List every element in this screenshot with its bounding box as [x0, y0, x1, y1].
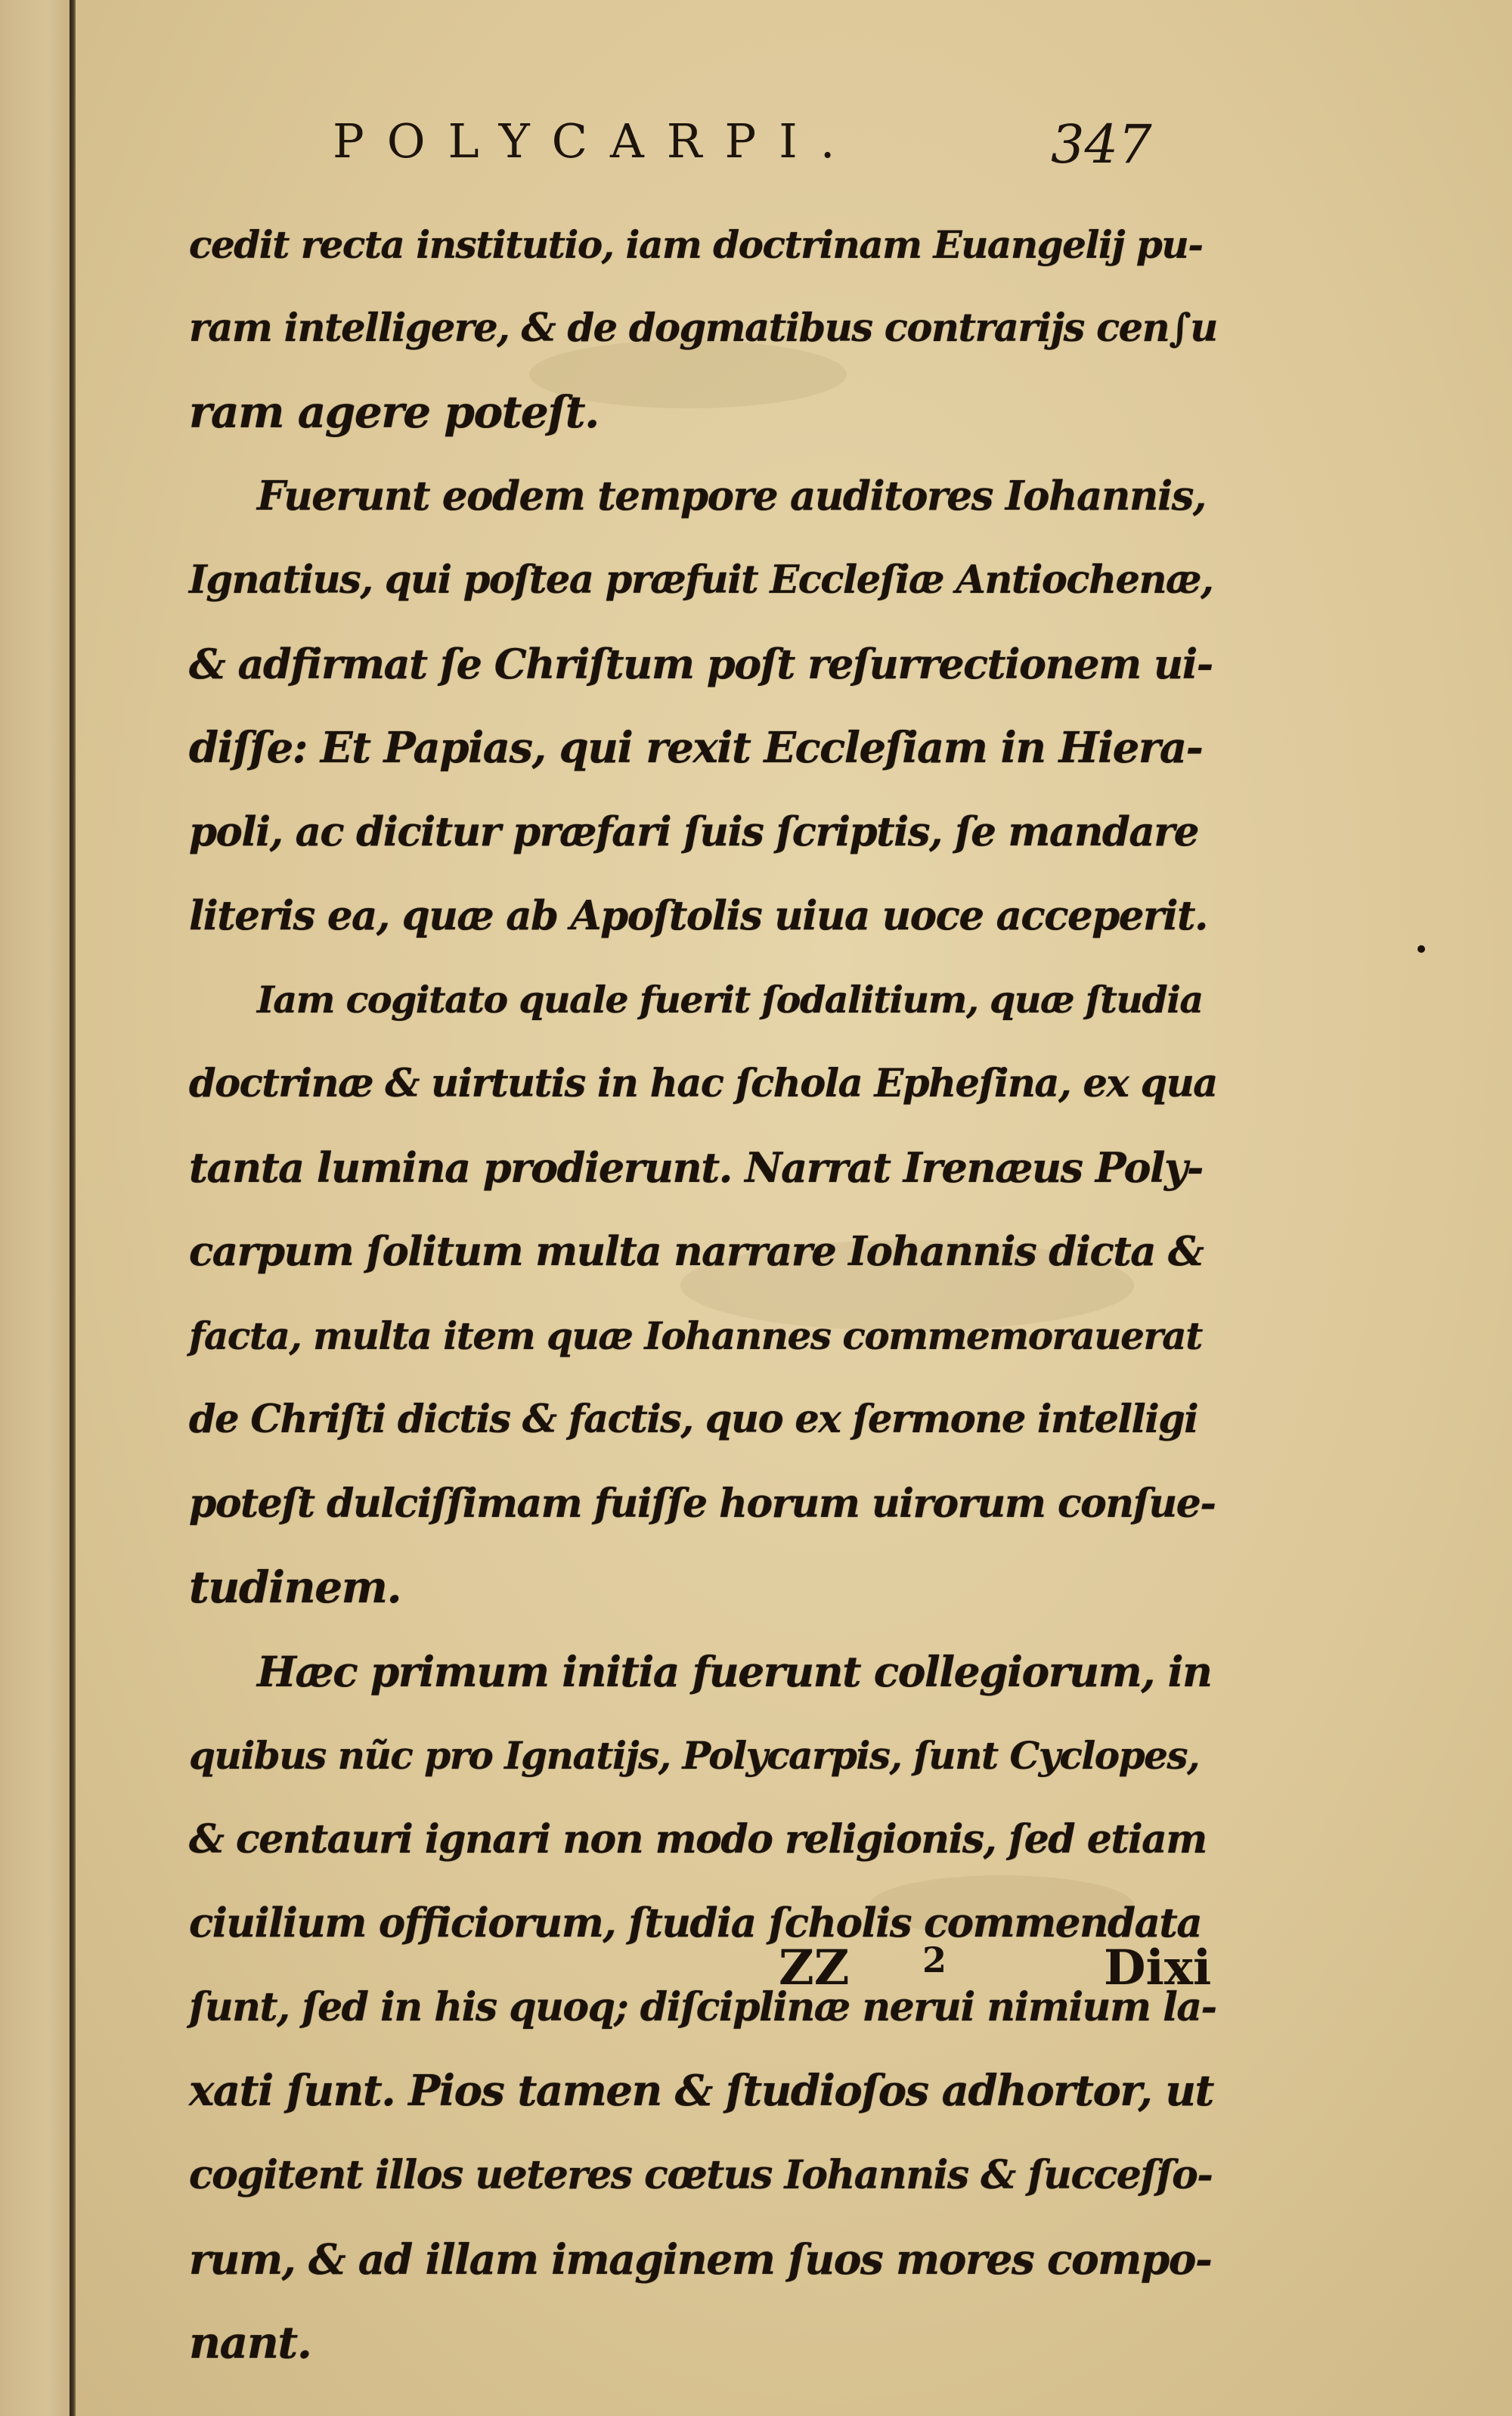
text-line: doctrinæ & uirtutis in hac ſchola Epheſina, ex qua	[189, 1061, 1217, 1106]
text-line: diſſe: Et Papias, qui rexit Eccleſiam in Hiera-	[189, 723, 1203, 773]
text-line: xati ſunt. Pios tamen & ſtudioſos adhortor, ut	[189, 2066, 1213, 2116]
signature-number: 2	[922, 1940, 947, 1980]
body-text	[189, 203, 1217, 2385]
paragraph-start-line: Fuerunt eodem tempore auditores Iohannis,	[257, 473, 1206, 519]
text-line: ſunt, ſed in his quoq; diſciplinæ nerui nimium la-	[189, 1984, 1216, 2030]
text-line: quibus nũc pro Ignatijs, Polycarpis, ſunt Cyclopes,	[189, 1733, 1199, 1778]
paragraph-start-line: Iam cogitato quale fuerit ſodalitium, quæ ſtudia	[257, 978, 1203, 1022]
catchline	[779, 1940, 1212, 2015]
text-line: ram agere poteſt.	[189, 386, 599, 438]
text-line: tudinem.	[189, 1562, 401, 1613]
text-line: poteſt dulciſſimam fuiſſe horum uirorum conſue-	[189, 1481, 1216, 1527]
text-line: facta, multa item quæ Iohannes commemorauerat	[189, 1313, 1202, 1358]
text-line: tanta lumina prodierunt. Narrat Irenæus Poly-	[189, 1143, 1203, 1192]
text-line: literis ea, quæ ab Apoſtolis uiua uoce acceperit.	[189, 892, 1207, 939]
paragraph-start-line: Hæc primum initia fuerunt collegiorum, in	[257, 1647, 1212, 1696]
page-gutter	[0, 0, 70, 2416]
text-line: cedit recta institutio, iam doctrinam Euangelij pu-	[189, 222, 1203, 267]
ink-dot	[1418, 945, 1425, 953]
binding-fold	[70, 0, 76, 2416]
text-line: carpum ſolitum multa narrare Iohannis dicta &	[189, 1228, 1204, 1275]
text-line: & adfirmat ſe Chriſtum poſt reſurrectionem ui-	[189, 640, 1213, 688]
text-line: ram intelligere, & de dogmatibus contrarijs cen∫u	[189, 305, 1217, 351]
running-head: POLYCARPI.	[333, 113, 858, 169]
text-line: & centauri ignari non modo religionis, ſed etiam	[189, 1816, 1207, 1862]
page-number: 347	[1051, 113, 1152, 175]
text-line: cogitent illos ueteres cœtus Iohannis & ſucceſſo-	[189, 2152, 1213, 2198]
signature-mark: ZZ	[779, 1940, 850, 1996]
text-line: rum, & ad illam imaginem ſuos mores compo-	[189, 2235, 1212, 2284]
text-line: poli, ac dicitur præfari ſuis ſcriptis, ſe mandare	[189, 808, 1198, 855]
text-line: ciuilium officiorum, ſtudia ſcholis commendata	[189, 1900, 1202, 1946]
catchword: Dixi	[1104, 1940, 1212, 1996]
text-line: Ignatius, qui poſtea præfuit Eccleſiæ Antiochenæ,	[189, 557, 1213, 603]
text-line: de Chriſti dictis & factis, quo ex ſermone intelligi	[189, 1397, 1198, 1442]
text-line: nant.	[189, 2317, 311, 2368]
